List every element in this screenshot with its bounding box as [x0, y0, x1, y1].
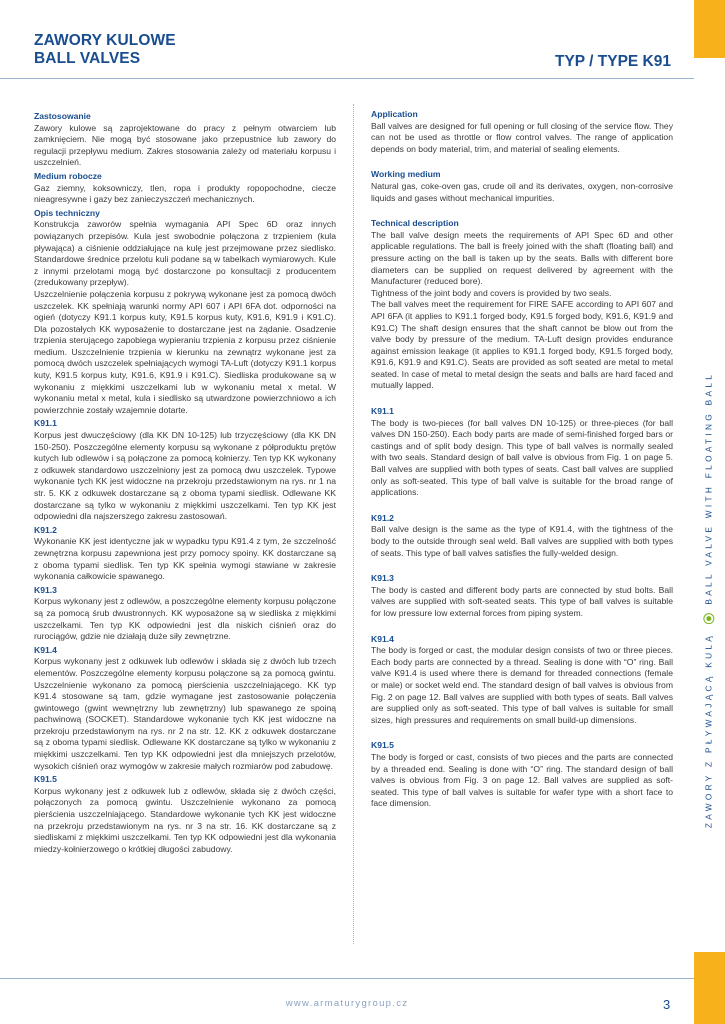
bottom-orange-tab: [694, 952, 725, 1024]
section-title: K91.4: [34, 644, 57, 655]
section: [371, 218, 673, 392]
top-orange-tab: [694, 0, 725, 58]
side-caption-polish: ZAWORY Z PŁYWAJĄCĄ KULĄ: [703, 632, 714, 829]
side-caption: [703, 372, 714, 828]
section: [34, 645, 336, 773]
section-paragraph: Uszczelnienie połączenia korpusu z pokrywą wykonane jest za pomocą dwóch uszczelek. KK spełniają warunki normy API 607 i API 6FA dot. odporności na ogień (dotyczy K91.1 korpus kuty, K91.5 korpus kuty, K91.6, K91.9 i K91.C). Dla pozostałych KK wyposażenie to dostarczane jest na żądanie. Osadzenie trzpienia sterującego zapobiega wypieraniu trzpienia z korpusu przez ciśnienie medium. Uszczelnienie trzpienia w kierunku na zewnątrz wykonane jest za pomocą dwóch uszczelek spełniających wymogi TA-Luft (dotyczy K91.1 korpus kuty, K91.5 korpus kuty, K91.6, K91.9 i K91.C). Siedliska produkowane są w wykonaniu z miękkimi uszczelkami lub w wykonaniu metal x metal. W wykonaniu metal x metal, kula i siedlisko są utwardzone powierzchniowo a ich powierzchnie zostały wzajemnie dotarte.: [34, 288, 336, 415]
section-title: Medium robocze: [34, 170, 102, 181]
section: [371, 406, 673, 499]
section-title: K91.3: [34, 584, 57, 595]
header-divider: [0, 78, 694, 79]
page-title: [34, 32, 176, 68]
section: [371, 513, 673, 559]
page-number: 3: [663, 997, 671, 1012]
section-title: Opis techniczny: [34, 207, 100, 218]
polish-column: [34, 109, 336, 856]
section-paragraph: The body is forged or cast, consists of two pieces and the parts are connected by a threaded end. Sealing is done with “O” ring. The standard design of ball valves is obvious from Fig. 3 on page 12. Ball valves are supplied as soft-seated. This type of ball valves is suitable for wafer type with a short face to face dimension.: [371, 751, 673, 809]
section: [34, 585, 336, 643]
company-logo-icon: [704, 613, 715, 624]
section-title: Zastosowanie: [34, 111, 91, 121]
title-line-2: BALL VALVES: [34, 50, 141, 67]
english-column: [371, 109, 673, 824]
section: [371, 169, 673, 204]
side-caption-english: BALL VALVE WITH FLOATING BALL: [703, 371, 714, 605]
type-label: TYP / TYPE K91: [554, 53, 671, 70]
section-title: K91.2: [34, 524, 57, 535]
section: [371, 740, 673, 810]
title-line-1: ZAWORY KULOWE: [34, 32, 176, 49]
column-divider: [353, 104, 354, 944]
section-title: Application: [371, 109, 418, 119]
section-paragraph: Korpus jest dwuczęściowy (dla KK DN 10-125) lub trzyczęściowy (dla KK DN 150-250). Poszczególne elementy korpusu są wykonane z półproduktu prętów kutych lub odlewów i są połączone za pomocą kołnierzy. Ten typ KK wykonany z odkuwek standardowo uszczelniony jest za pomocą dwu uszczelek. Typowe wykonanie tych KK jest widoczne na przekroju przedstawionym na rys. nr 1 na str. 5. KK z odkuwek dostarczane są z oboma typami siedlisk. Odlewane KK dostarczane są tylko w wykonaniu z miękkimi uszczelkami. Ten typ KK jest odpowiedni dla najszerszego zakresu zastosowań.: [34, 430, 336, 522]
section-title: K91.1: [34, 418, 57, 429]
section-title: Working medium: [371, 169, 441, 180]
section-paragraph: The body is casted and different body parts are connected by stud bolts. Ball valves are supplied with soft-seated seats. This type of ball valves is suitable for low pressure low external forces from piping system.: [371, 584, 673, 618]
section-paragraph: Zawory kulowe są zaprojektowane do pracy z pełnym otwarciem lub zamknięciem. Nie mogą być stosowane jako przepustnice lub zawory do regulacji przepływu medium. Zakres stosowania zależy od materiału korpusu i uszczelnień.: [34, 122, 336, 168]
section-paragraph: The ball valves meet the requirement for FIRE SAFE according to API 607 and API 6FA (it applies to K91.1 forged body, K91.5 forged body, K91.6, K91.9 and K91.C) The shaft design ensures that the shaft cannot be blow out from the valve body by pressure of the medium. TA-Luft design provides endurance against emission leakage (it applies to K91.1 forged body, K91.5 forged body, K91.6, K91.9 and K91.C). Seats are provided as soft seated are metal to metal seated. In case of metal to metal design the seats and balls are hard faced and mutually lapped.: [371, 299, 673, 391]
section: [34, 111, 336, 169]
footer-website-link[interactable]: www.armaturygroup.cz: [285, 998, 409, 1009]
section: [371, 109, 673, 155]
section-paragraph: Korpus wykonany jest z odlewów, a poszczególne elementy korpusu połączone są za pomocą śrub dwustronnych. KK wyposażone są w siedliska z miękkimi uszczelkami. Ten typ KK odpowiedni jest dla niskich ciśnień oraz do rurociągów, gdzie nie działają duże siły zewnętrzne.: [34, 596, 336, 642]
section-paragraph: Wykonanie KK jest identyczne jak w wypadku typu K91.4 z tym, że szczelność zewnętrzna korpusu zapewniona jest przy pomocy spoiny. KK dostarczane są z oboma typami siedlisk. Ten typ KK spełnia wymogi stawiane w zakresie wykonania całkowicie spawanego.: [34, 536, 336, 582]
section-title: K91.1: [371, 406, 394, 417]
section-paragraph: Korpus wykonany jest z odkuwek lub z odlewów, składa się z dwóch części, połączonych za pomocą gwintu. Uszczelnienie wykonano za pomocą pierścienia uszczelniającego. Standardowe wykonanie tych KK jest widoczne na przekroju przedstawionym na rys. nr 3 na str. 16. KK dostarczane są z siedliskami z miękkimi uszczelkami. Ten typ KK odpowiedni jest dla wykonania miedzy-kołnierzowego o krótkiej długości zabudowy.: [34, 785, 336, 854]
section-paragraph: Konstrukcja zaworów spełnia wymagania API Spec 6D oraz innych powiązanych przepisów. Kula jest swobodnie połączona z trzpieniem (kula pływająca) a ciśnienie oddziałujące na kulę jest przejmowane przez siedlisko. Standardowe średnice przelotu kuli podane są w tabelkach wymiarowych. Kule z innymi przelotami mogą być dostarczone po konsultacji z producentem (zredukowany przepływ).: [34, 219, 336, 288]
section-title: Technical description: [371, 218, 459, 229]
section: [34, 774, 336, 855]
section-title: K91.4: [371, 633, 394, 644]
section-paragraph: Natural gas, coke-oven gas, crude oil and its derivates, oxygen, non-corrosive liquids and gases without mechanical impurities.: [371, 180, 673, 203]
footer-divider: [0, 978, 694, 979]
section: [34, 418, 336, 522]
section-paragraph: Tightness of the joint body and covers is provided by two seals.: [371, 287, 612, 298]
section-title: K91.2: [371, 512, 394, 523]
section-paragraph: Gaz ziemny, koksowniczy, tlen, ropa i produkty ropopochodne, ciecze nieagresywne i gazy bez zanieczyszczeń mechanicznych.: [34, 182, 336, 205]
section: [34, 525, 336, 583]
section-paragraph: Korpus wykonany jest z odkuwek lub odlewów i składa się z dwóch lub trzech elementów. Poszczególne elementy korpusu połączone są za pomocą gwintu. Uszczelnienie wykonano za pomocą pierścienia uszczelniającego. KK typ K91.4 stosowane są tam, gdzie wymagane jest zastosowanie połączenia gwintowego (gwint wewnętrzny lub zewnętrzny) lub spawanego ze spoiną pachwinową (SOCKET). Standardowe wykonanie tych KK jest widoczne na przekroju przedstawionym na rys. nr 2 na str. 12. KK z odkuwek dostarczane są z oboma typami siedlisk. Odlewane KK dostarczane są tylko w wykonaniu z miękkimi uszczelkami. Ten typ KK odpowiedni jest dla mniejszych przelotów, wysokich ciśnień oraz wymogów w zakresie małych rozmiarów pod zabudowę.: [34, 656, 336, 771]
section: [371, 634, 673, 727]
section-paragraph: Ball valves are designed for full opening or full closing of the service flow. They can not be used as throttle or flow control valves. The range of application depends on body material, trim, and material of sealing elements.: [371, 120, 673, 154]
section: [371, 573, 673, 619]
section-title: K91.5: [371, 740, 394, 751]
section-title: K91.3: [371, 573, 394, 584]
section-title: K91.5: [34, 774, 57, 785]
section-paragraph: The ball valve design meets the requirements of API Spec 6D and other applicable regulations. The ball is freely joined with the shaft (floating ball) and pressure acting on the ball is taken up by the seats. Balls with different bore diameters can be supplied on request delivered by agreement with the Manufacturer (reduced bore).: [371, 229, 673, 287]
section-paragraph: The body is forged or cast, the modular design consists of two or three pieces. Each body parts are connected by a thread. Sealing is done with “O” ring. Ball valve K91.4 is used where there is demand for threaded connections (female or male) or socket weld end. The standard design of ball valves is obvious from Fig. 2 on page 12. Ball valves are supplied with both types of seats. Ball valves are supplied only as soft-seated. This type of ball valves is suitable for small sizes, high pressures and requirements on small build-up dimensions.: [371, 645, 673, 725]
section-paragraph: The body is two-pieces (for ball valves DN 10-125) or three-pieces (for ball valves DN 150-250). Each body parts are made of semi-finished forged bars or castings and of split body design. This type of ball valves is normally sealed with two seals. Standard design of ball valve is obvious from Fig. 1 on page 5. Ball valves are supplied with both types of seats. Cast ball valves are supplied only as soft-seated. This type of ball valve is suitable for the broad range of applications.: [371, 417, 673, 498]
section-paragraph: Ball valve design is the same as the type of K91.4, with the tightness of the body to the outside through seal weld. Ball valves are supplied with both types of seats. This type of ball valves satisfies the fully-welded design.: [371, 524, 673, 558]
section: [34, 208, 336, 417]
section: [34, 171, 336, 206]
